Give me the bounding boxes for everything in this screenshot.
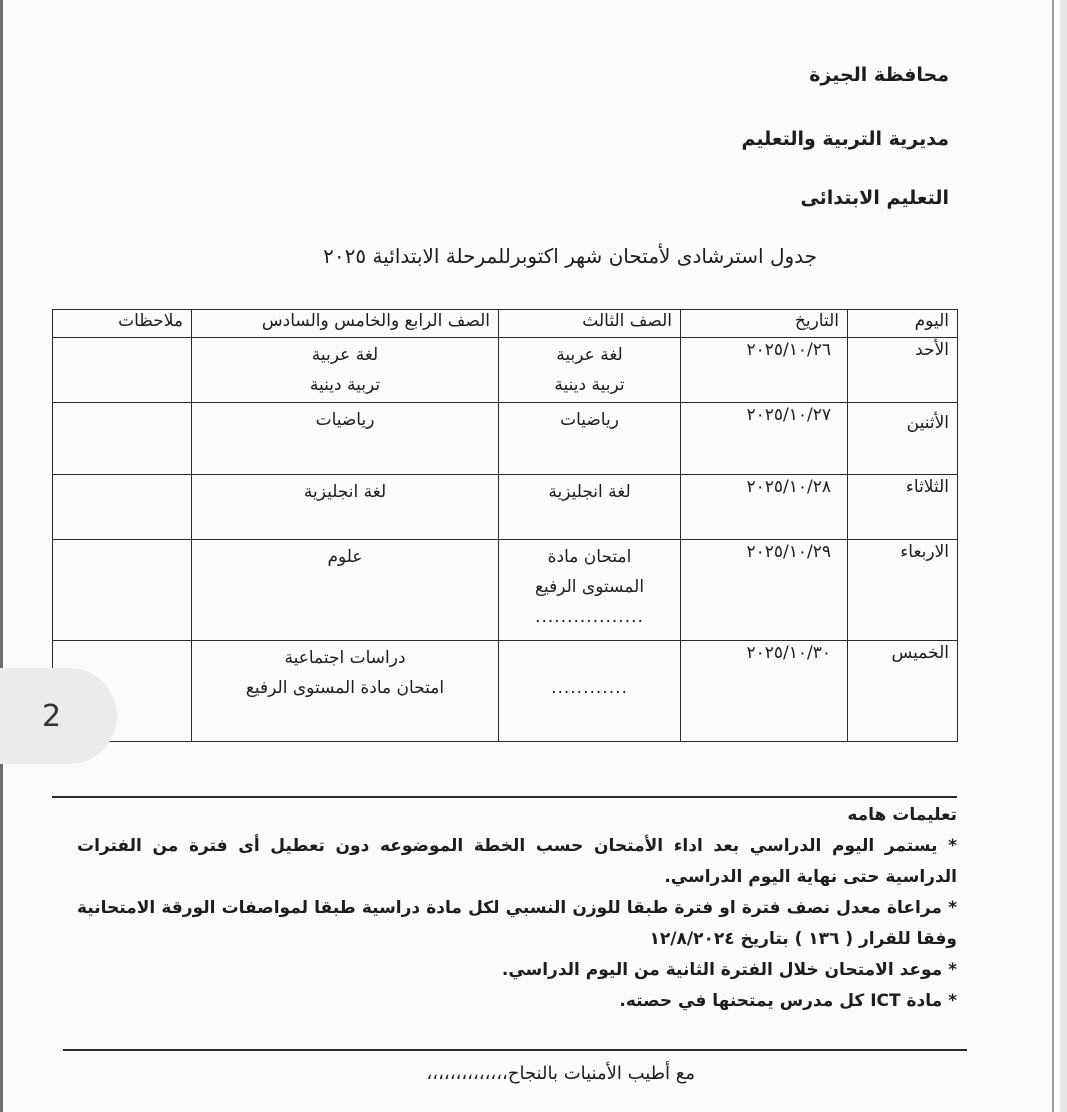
subject-text: علوم xyxy=(327,547,363,567)
closing-text: مع أطيب الأمنيات بالنجاح،،،،،،،،،،،،،، xyxy=(426,1063,695,1084)
department-label: التعليم الابتدائى xyxy=(800,187,949,209)
subject-text: لغة انجليزية xyxy=(548,482,631,502)
instructions-section xyxy=(77,800,957,1017)
subject-text: رياضيات xyxy=(315,410,375,430)
day-cell: الاربعاء xyxy=(848,540,958,641)
table-row xyxy=(53,403,958,475)
subject-text: دراسات اجتماعية xyxy=(284,648,406,668)
subject-text: المستوى الرفيع xyxy=(534,577,645,597)
governorate-label: محافظة الجيزة xyxy=(809,64,949,86)
grade456-cell xyxy=(192,338,499,403)
header-date: التاريخ xyxy=(681,310,848,338)
notes-cell xyxy=(53,475,192,540)
directorate-label: مديرية التربية والتعليم xyxy=(741,128,949,150)
instruction-item: * مادة ICT كل مدرس يمتحنها في حصته. xyxy=(619,991,957,1011)
day-cell: الأحد xyxy=(848,338,958,403)
instruction-item: * يستمر اليوم الدراسي بعد اداء الأمتحان حسب الخطة الموضوعه دون تعطيل أى فترة من الفترات الدراسية حتى نهاية اليوم الدراسي. xyxy=(77,836,957,887)
document-title: جدول استرشادى لأمتحان شهر اكتوبرللمرحلة الابتدائية ٢٠٢٥ xyxy=(323,244,817,268)
dotted-placeholder: ............ xyxy=(551,678,628,698)
subject-text xyxy=(507,643,672,673)
notes-cell xyxy=(53,540,192,641)
instructions-title: تعليمات هامه xyxy=(847,805,957,825)
date-cell: ٢٠٢٥/١٠/٣٠ xyxy=(681,641,848,742)
date-cell: ٢٠٢٥/١٠/٢٩ xyxy=(681,540,848,641)
exam-schedule-table xyxy=(52,309,958,742)
subject-text: امتحان مادة المستوى الرفيع xyxy=(245,678,445,698)
grade3-cell xyxy=(499,540,681,641)
notes-cell xyxy=(53,403,192,475)
page-number-badge xyxy=(0,668,117,764)
grade456-cell xyxy=(192,475,499,540)
subject-text: امتحان مادة xyxy=(547,547,632,567)
header-grade456: الصف الرابع والخامس والسادس xyxy=(192,310,499,338)
day-cell: الثلاثاء xyxy=(848,475,958,540)
header-day: اليوم xyxy=(848,310,958,338)
table-row xyxy=(53,338,958,403)
header-grade3: الصف الثالث xyxy=(499,310,681,338)
header-notes: ملاحظات xyxy=(53,310,192,338)
grade456-cell xyxy=(192,641,499,742)
page-right-margin xyxy=(1060,0,1067,1112)
subject-text: تربية دينية xyxy=(554,375,625,395)
divider-line xyxy=(63,1049,967,1051)
date-cell: ٢٠٢٥/١٠/٢٦ xyxy=(681,338,848,403)
dotted-placeholder: ................. xyxy=(535,607,644,627)
subject-text: رياضيات xyxy=(560,410,619,430)
subject-text: لغة انجليزية xyxy=(303,482,387,502)
grade3-cell xyxy=(499,641,681,742)
grade3-cell xyxy=(499,338,681,403)
grade3-cell xyxy=(499,403,681,475)
table-row xyxy=(53,641,958,742)
notes-cell xyxy=(53,338,192,403)
day-cell: الأثنين xyxy=(848,403,958,475)
subject-text: لغة عربية xyxy=(311,345,379,365)
date-cell: ٢٠٢٥/١٠/٢٨ xyxy=(681,475,848,540)
table-header-row xyxy=(53,310,958,338)
table-row xyxy=(53,540,958,641)
page-number: 2 xyxy=(41,698,62,734)
grade456-cell xyxy=(192,540,499,641)
page-right-edge xyxy=(1052,0,1054,1112)
day-cell: الخميس xyxy=(848,641,958,742)
table-row xyxy=(53,475,958,540)
grade3-cell xyxy=(499,475,681,540)
page-left-edge xyxy=(0,0,3,1112)
date-cell: ٢٠٢٥/١٠/٢٧ xyxy=(681,403,848,475)
instruction-item: * موعد الامتحان خلال الفترة الثانية من اليوم الدراسي. xyxy=(501,960,957,980)
instruction-item: * مراعاة معدل نصف فترة او فترة طبقا للوزن النسبي لكل مادة دراسية طبقا لمواصفات الورقة الامتحانية وفقا للقرار ( ١٣٦ ) بتاريخ ١٢/٨/٢٠٢٤ xyxy=(77,898,957,949)
subject-text: تربية دينية xyxy=(309,375,381,395)
divider-line xyxy=(52,796,957,798)
grade456-cell xyxy=(192,403,499,475)
subject-text: لغة عربية xyxy=(556,345,623,365)
